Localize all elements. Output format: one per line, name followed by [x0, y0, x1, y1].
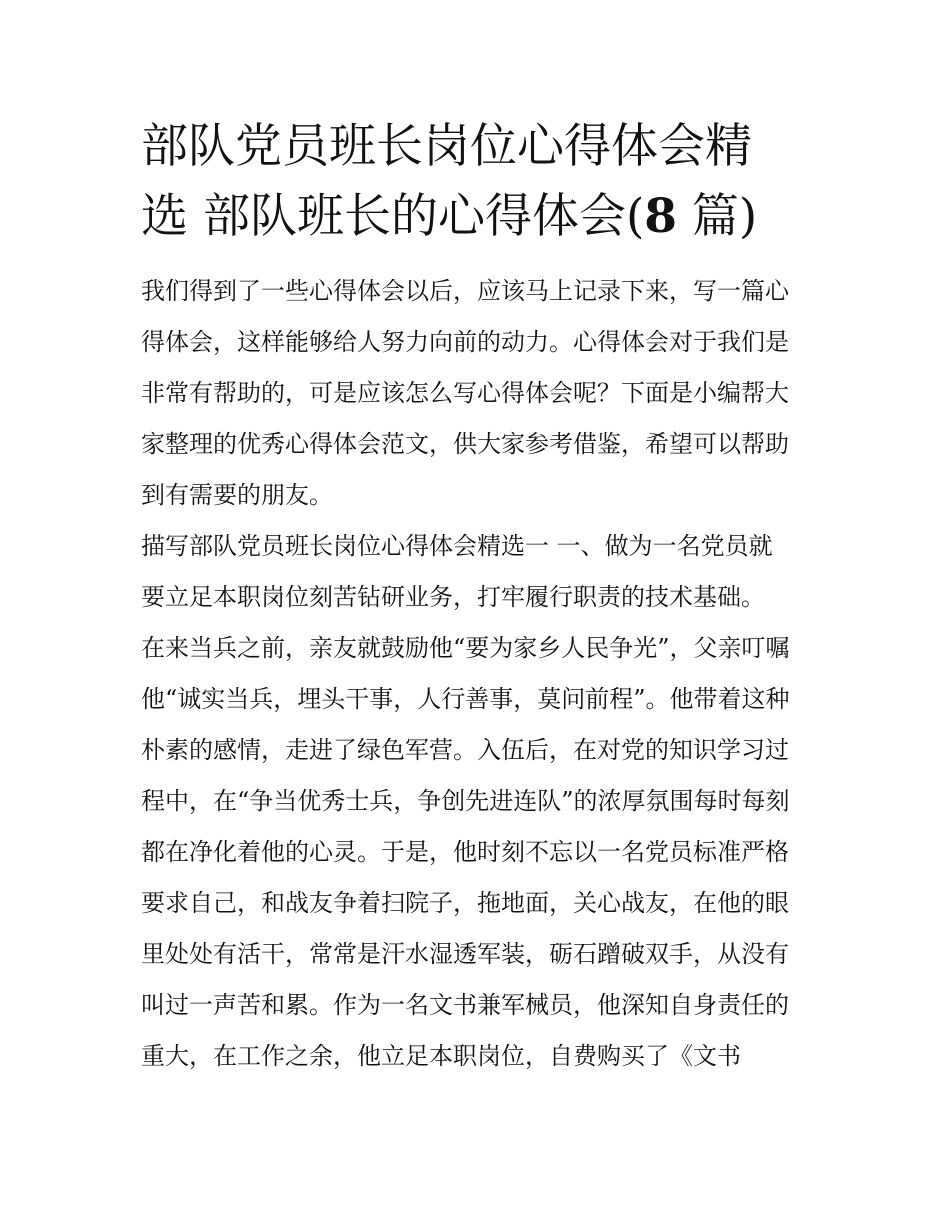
text-line: 得体会，这样能够给人努力向前的动力。心得体会对于我们是 [141, 328, 789, 356]
text-line: 程中，在“争当优秀士兵，争创先进连队”的浓厚氛围每时每刻 [141, 787, 790, 815]
text-line: 要求自己，和战友争着扫院子，拖地面，关心战友，在他的眼 [141, 889, 789, 917]
document-body [141, 266, 821, 1082]
paragraph-section-heading [141, 521, 821, 623]
title-count: 8 [644, 189, 677, 244]
text-line: 里处处有活干，常常是汗水湿透军装，砺石蹭破双手，从没有 [141, 940, 789, 968]
paragraph-body [141, 623, 821, 1082]
text-line: 朴素的感情，走进了绿色军营。入伍后，在对党的知识学习过 [141, 736, 789, 764]
document-title [141, 112, 821, 252]
paragraph-intro [141, 266, 821, 521]
title-line-2-suffix: 篇) [676, 189, 758, 244]
title-line-2 [141, 182, 821, 252]
text-line: 重大，在工作之余，他立足本职岗位，自费购买了《文书 [141, 1042, 741, 1070]
text-line: 都在净化着他的心灵。于是，他时刻不忘以一名党员标准严格 [141, 838, 789, 866]
title-line-2-text: 选 部队班长的心得体会( [141, 189, 645, 244]
document-content [141, 112, 821, 1082]
text-line: 我们得到了一些心得体会以后，应该马上记录下来，写一篇心 [141, 277, 789, 305]
text-line: 要立足本职岗位刻苦钻研业务，打牢履行职责的技术基础。 [141, 583, 765, 611]
text-line: 描写部队党员班长岗位心得体会精选一 一、做为一名党员就 [141, 532, 773, 560]
text-line: 叫过一声苦和累。作为一名文书兼军械员，他深知自身责任的 [141, 991, 789, 1019]
text-line: 在来当兵之前，亲友就鼓励他“要为家乡人民争光”，父亲叮嘱 [141, 634, 790, 662]
text-line: 家整理的优秀心得体会范文，供大家参考借鉴，希望可以帮助 [141, 430, 789, 458]
text-line: 到有需要的朋友。 [141, 481, 333, 509]
text-line: 他“诚实当兵，埋头干事，人行善事，莫问前程”。他带着这种 [141, 685, 790, 713]
title-line-1: 部队党员班长岗位心得体会精 [141, 119, 752, 174]
text-line: 非常有帮助的，可是应该怎么写心得体会呢？下面是小编帮大 [141, 379, 789, 407]
